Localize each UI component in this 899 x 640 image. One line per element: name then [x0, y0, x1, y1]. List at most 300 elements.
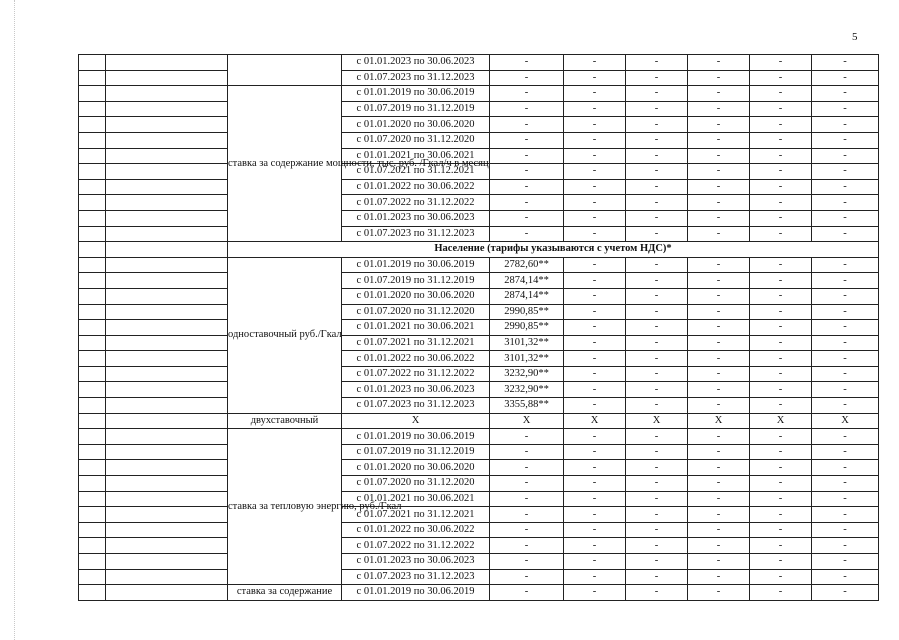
table-row [79, 210, 879, 226]
section-row [79, 242, 879, 258]
single-rate-label: одноставочный руб./Гкал [228, 257, 342, 413]
period-cell: с 01.01.2022 по 30.06.2022 [342, 522, 490, 538]
dash-cell: - [626, 429, 688, 445]
empty-cell [106, 304, 228, 320]
dash-cell: - [564, 148, 626, 164]
dash-cell: - [750, 429, 812, 445]
dash-cell: - [626, 351, 688, 367]
dash-cell: - [812, 522, 879, 538]
dash-cell: - [564, 460, 626, 476]
dash-cell: - [564, 55, 626, 71]
dash-cell: - [812, 210, 879, 226]
dash-cell: - [812, 538, 879, 554]
empty-cell [106, 273, 228, 289]
value-cell: 3232,90** [490, 382, 564, 398]
dash-cell: - [626, 195, 688, 211]
table-row [79, 179, 879, 195]
empty-cell [106, 70, 228, 86]
value-cell: - [490, 117, 564, 133]
empty-cell [106, 522, 228, 538]
dash-cell: - [812, 429, 879, 445]
empty-cell [106, 320, 228, 336]
dash-cell: - [750, 507, 812, 523]
table-row [79, 522, 879, 538]
period-cell: с 01.01.2022 по 30.06.2022 [342, 179, 490, 195]
table-body [79, 55, 879, 601]
empty-cell [106, 226, 228, 242]
period-cell: с 01.07.2021 по 31.12.2021 [342, 164, 490, 180]
empty-cell [106, 117, 228, 133]
empty-cell [106, 148, 228, 164]
empty-cell [79, 55, 106, 71]
dash-cell: - [750, 538, 812, 554]
period-cell: с 01.01.2020 по 30.06.2020 [342, 288, 490, 304]
dash-cell: - [564, 179, 626, 195]
period-cell: с 01.07.2022 по 31.12.2022 [342, 538, 490, 554]
dash-cell: - [626, 117, 688, 133]
period-cell: с 01.01.2020 по 30.06.2020 [342, 460, 490, 476]
dash-cell: - [750, 366, 812, 382]
dash-cell: - [688, 382, 750, 398]
dash-cell: - [626, 335, 688, 351]
value-cell: - [490, 164, 564, 180]
dash-cell: - [626, 491, 688, 507]
period-cell: с 01.01.2023 по 30.06.2023 [342, 554, 490, 570]
empty-cell [79, 476, 106, 492]
empty-cell [79, 70, 106, 86]
scan-edge [14, 0, 15, 640]
dash-cell: - [626, 288, 688, 304]
period-cell: с 01.01.2019 по 30.06.2019 [342, 86, 490, 102]
period-cell: с 01.01.2021 по 30.06.2021 [342, 491, 490, 507]
period-cell: с 01.07.2021 по 31.12.2021 [342, 507, 490, 523]
table-row [79, 273, 879, 289]
dash-cell: - [750, 132, 812, 148]
period-cell: с 01.01.2021 по 30.06.2021 [342, 320, 490, 336]
dash-cell: - [688, 585, 750, 601]
empty-cell [106, 507, 228, 523]
dash-cell: - [688, 257, 750, 273]
dash-cell: - [688, 569, 750, 585]
dash-cell: - [688, 522, 750, 538]
dash-cell: - [750, 179, 812, 195]
empty-cell [79, 117, 106, 133]
dash-cell: - [626, 382, 688, 398]
dash-cell: - [626, 210, 688, 226]
value-cell: - [490, 569, 564, 585]
dash-cell: - [688, 70, 750, 86]
table-row [79, 288, 879, 304]
dash-cell: - [626, 273, 688, 289]
dash-cell: - [812, 132, 879, 148]
period-cell: с 01.07.2019 по 31.12.2019 [342, 444, 490, 460]
dash-cell: - [688, 179, 750, 195]
value-cell: - [490, 444, 564, 460]
empty-cell [79, 429, 106, 445]
dash-cell: - [750, 522, 812, 538]
dash-cell: - [564, 132, 626, 148]
dash-cell: - [626, 522, 688, 538]
dash-cell: - [626, 444, 688, 460]
dash-cell: - [812, 164, 879, 180]
dash-cell: - [688, 460, 750, 476]
dash-cell: - [812, 288, 879, 304]
table-row [79, 335, 879, 351]
table-row [79, 569, 879, 585]
empty-cell [79, 366, 106, 382]
empty-cell [106, 257, 228, 273]
period-cell: с 01.01.2023 по 30.06.2023 [342, 210, 490, 226]
dash-cell: - [564, 335, 626, 351]
empty-cell [106, 413, 228, 429]
tariff-table [78, 54, 879, 601]
dash-cell: - [688, 476, 750, 492]
table-row [79, 491, 879, 507]
dash-cell: - [750, 117, 812, 133]
period-cell: с 01.07.2020 по 31.12.2020 [342, 132, 490, 148]
value-cell: - [490, 585, 564, 601]
dash-cell: - [626, 585, 688, 601]
dash-cell: - [564, 86, 626, 102]
period-cell: с 01.01.2019 по 30.06.2019 [342, 585, 490, 601]
dash-cell: - [750, 210, 812, 226]
table-row [79, 351, 879, 367]
table-row [79, 226, 879, 242]
dash-cell: - [626, 398, 688, 414]
two-rate-row [79, 413, 879, 429]
x-cell: X [812, 413, 879, 429]
empty-cell [106, 538, 228, 554]
period-cell: с 01.07.2023 по 31.12.2023 [342, 226, 490, 242]
period-cell: с 01.01.2023 по 30.06.2023 [342, 55, 490, 71]
dash-cell: - [812, 55, 879, 71]
empty-cell [106, 195, 228, 211]
dash-cell: - [564, 351, 626, 367]
dash-cell: - [564, 554, 626, 570]
dash-cell: - [750, 70, 812, 86]
empty-cell [106, 242, 228, 258]
dash-cell: - [812, 117, 879, 133]
dash-cell: - [750, 195, 812, 211]
empty-cell [79, 148, 106, 164]
table-row [79, 86, 879, 102]
dash-cell: - [750, 288, 812, 304]
empty-cell [106, 491, 228, 507]
dash-cell: - [564, 476, 626, 492]
dash-cell: - [812, 101, 879, 117]
dash-cell: - [812, 335, 879, 351]
dash-cell: - [626, 179, 688, 195]
empty-cell [79, 522, 106, 538]
empty-cell [106, 569, 228, 585]
dash-cell: - [564, 70, 626, 86]
dash-cell: - [750, 476, 812, 492]
dash-cell: - [750, 398, 812, 414]
dash-cell: - [626, 476, 688, 492]
table-row [79, 538, 879, 554]
empty-cell [106, 382, 228, 398]
table-row [79, 70, 879, 86]
empty-cell [79, 507, 106, 523]
empty-cell [79, 132, 106, 148]
period-cell: с 01.01.2023 по 30.06.2023 [342, 382, 490, 398]
dash-cell: - [564, 366, 626, 382]
value-cell: - [490, 460, 564, 476]
dash-cell: - [812, 257, 879, 273]
dash-cell: - [750, 460, 812, 476]
period-cell: с 01.01.2022 по 30.06.2022 [342, 351, 490, 367]
dash-cell: - [688, 132, 750, 148]
dash-cell: - [626, 507, 688, 523]
empty-cell [79, 226, 106, 242]
table-row [79, 585, 879, 601]
period-cell: с 01.07.2019 по 31.12.2019 [342, 101, 490, 117]
dash-cell: - [626, 538, 688, 554]
dash-cell: - [626, 257, 688, 273]
dash-cell: - [688, 491, 750, 507]
dash-cell: - [564, 226, 626, 242]
dash-cell: - [688, 538, 750, 554]
empty-cell [79, 210, 106, 226]
dash-cell: - [750, 491, 812, 507]
table-row [79, 554, 879, 570]
empty-cell [79, 585, 106, 601]
period-cell: с 01.07.2019 по 31.12.2019 [342, 273, 490, 289]
dash-cell: - [626, 148, 688, 164]
empty-cell [79, 444, 106, 460]
empty-cell [79, 257, 106, 273]
value-cell: - [490, 507, 564, 523]
capacity-rate-short-label: ставка за содержание [228, 585, 342, 601]
value-cell: - [490, 522, 564, 538]
dash-cell: - [688, 164, 750, 180]
value-cell: - [490, 195, 564, 211]
table-row [79, 429, 879, 445]
dash-cell: - [812, 366, 879, 382]
dash-cell: - [750, 55, 812, 71]
dash-cell: - [564, 304, 626, 320]
value-cell: - [490, 210, 564, 226]
dash-cell: - [688, 226, 750, 242]
dash-cell: - [688, 273, 750, 289]
empty-cell [79, 351, 106, 367]
dash-cell: - [688, 366, 750, 382]
value-cell: 2874,14** [490, 288, 564, 304]
empty-cell [79, 195, 106, 211]
dash-cell: - [812, 195, 879, 211]
section-title: Население (тарифы указываются с учетом НДС)* [228, 242, 879, 258]
period-cell: с 01.07.2021 по 31.12.2021 [342, 335, 490, 351]
period-cell: с 01.07.2023 по 31.12.2023 [342, 70, 490, 86]
heat-energy-rate-label: ставка за тепловую энергию, руб./Гкал [228, 429, 342, 585]
dash-cell: - [626, 226, 688, 242]
table-row [79, 195, 879, 211]
dash-cell: - [564, 164, 626, 180]
empty-cell [79, 320, 106, 336]
dash-cell: - [626, 55, 688, 71]
dash-cell: - [688, 148, 750, 164]
dash-cell: - [564, 210, 626, 226]
dash-cell: - [812, 476, 879, 492]
table-row [79, 117, 879, 133]
empty-cell [106, 351, 228, 367]
dash-cell: - [564, 569, 626, 585]
empty-cell [79, 398, 106, 414]
empty-cell [106, 554, 228, 570]
empty-cell [106, 444, 228, 460]
value-cell: - [490, 476, 564, 492]
value-cell: - [490, 538, 564, 554]
value-cell: - [490, 226, 564, 242]
table-row [79, 476, 879, 492]
dash-cell: - [750, 148, 812, 164]
dash-cell: - [626, 304, 688, 320]
dash-cell: - [688, 351, 750, 367]
empty-cell [106, 476, 228, 492]
dash-cell: - [812, 507, 879, 523]
empty-cell [79, 273, 106, 289]
period-cell: с 01.07.2023 по 31.12.2023 [342, 569, 490, 585]
dash-cell: - [688, 320, 750, 336]
dash-cell: - [626, 554, 688, 570]
dash-cell: - [688, 101, 750, 117]
table-row [79, 366, 879, 382]
period-cell: с 01.07.2020 по 31.12.2020 [342, 476, 490, 492]
value-cell: - [490, 429, 564, 445]
value-cell: - [490, 148, 564, 164]
empty-cell [79, 288, 106, 304]
dash-cell: - [812, 70, 879, 86]
dash-cell: - [688, 195, 750, 211]
value-cell: - [490, 491, 564, 507]
period-cell: с 01.07.2020 по 31.12.2020 [342, 304, 490, 320]
empty-cell [106, 460, 228, 476]
empty-cell [79, 86, 106, 102]
dash-cell: - [750, 164, 812, 180]
empty-cell [79, 382, 106, 398]
period-cell: с 01.01.2020 по 30.06.2020 [342, 117, 490, 133]
x-cell: X [626, 413, 688, 429]
dash-cell: - [688, 288, 750, 304]
empty-cell [79, 554, 106, 570]
dash-cell: - [564, 288, 626, 304]
empty-cell [106, 101, 228, 117]
value-cell: - [490, 55, 564, 71]
dash-cell: - [626, 366, 688, 382]
empty-cell [79, 335, 106, 351]
empty-cell [79, 179, 106, 195]
dash-cell: - [750, 382, 812, 398]
dash-cell: - [812, 382, 879, 398]
value-cell: 2874,14** [490, 273, 564, 289]
two-rate-label: двухставочный [228, 413, 342, 429]
dash-cell: - [564, 507, 626, 523]
dash-cell: - [688, 554, 750, 570]
dash-cell: - [626, 460, 688, 476]
dash-cell: - [626, 101, 688, 117]
dash-cell: - [750, 273, 812, 289]
dash-cell: - [750, 335, 812, 351]
dash-cell: - [688, 398, 750, 414]
value-cell: - [490, 86, 564, 102]
dash-cell: - [564, 398, 626, 414]
dash-cell: - [564, 429, 626, 445]
dash-cell: - [626, 569, 688, 585]
dash-cell: - [688, 335, 750, 351]
table-row [79, 507, 879, 523]
empty-cell [106, 366, 228, 382]
dash-cell: - [564, 491, 626, 507]
dash-cell: - [812, 569, 879, 585]
empty-cell [79, 538, 106, 554]
dash-cell: - [812, 86, 879, 102]
dash-cell: - [812, 351, 879, 367]
dash-cell: - [688, 304, 750, 320]
dash-cell: - [812, 273, 879, 289]
table-row [79, 101, 879, 117]
empty-cell [79, 491, 106, 507]
dash-cell: - [812, 460, 879, 476]
dash-cell: - [812, 148, 879, 164]
dash-cell: - [626, 70, 688, 86]
dash-cell: - [564, 320, 626, 336]
dash-cell: - [626, 320, 688, 336]
empty-cell [106, 179, 228, 195]
dash-cell: - [812, 585, 879, 601]
table-row [79, 132, 879, 148]
dash-cell: - [750, 257, 812, 273]
dash-cell: - [564, 585, 626, 601]
table-row [79, 460, 879, 476]
dash-cell: - [688, 429, 750, 445]
empty-cell [79, 242, 106, 258]
empty-cell [106, 288, 228, 304]
table-row [79, 398, 879, 414]
dash-cell: - [750, 569, 812, 585]
value-cell: 2782,60** [490, 257, 564, 273]
dash-cell: - [750, 320, 812, 336]
dash-cell: - [750, 554, 812, 570]
period-cell: с 01.01.2019 по 30.06.2019 [342, 257, 490, 273]
empty-cell [106, 55, 228, 71]
dash-cell: - [688, 55, 750, 71]
period-cell: с 01.01.2021 по 30.06.2021 [342, 148, 490, 164]
dash-cell: - [750, 101, 812, 117]
empty-cell [79, 101, 106, 117]
value-cell: 3101,32** [490, 351, 564, 367]
x-cell: X [342, 413, 490, 429]
period-cell: с 01.07.2022 по 31.12.2022 [342, 366, 490, 382]
x-cell: X [490, 413, 564, 429]
dash-cell: - [564, 444, 626, 460]
value-cell: - [490, 70, 564, 86]
dash-cell: - [688, 507, 750, 523]
dash-cell: - [812, 398, 879, 414]
empty-cell [79, 569, 106, 585]
empty-cell [106, 335, 228, 351]
empty-cell [106, 132, 228, 148]
empty-cell [79, 164, 106, 180]
empty-cell [106, 164, 228, 180]
table-row [79, 444, 879, 460]
empty-cell [79, 304, 106, 320]
dash-cell: - [812, 179, 879, 195]
x-cell: X [564, 413, 626, 429]
capacity-rate-label: ставка за содержание мощности, тыс. руб. /Гкал/ч в месяц [228, 86, 342, 242]
dash-cell: - [750, 585, 812, 601]
dash-cell: - [564, 538, 626, 554]
period-cell: с 01.07.2022 по 31.12.2022 [342, 195, 490, 211]
